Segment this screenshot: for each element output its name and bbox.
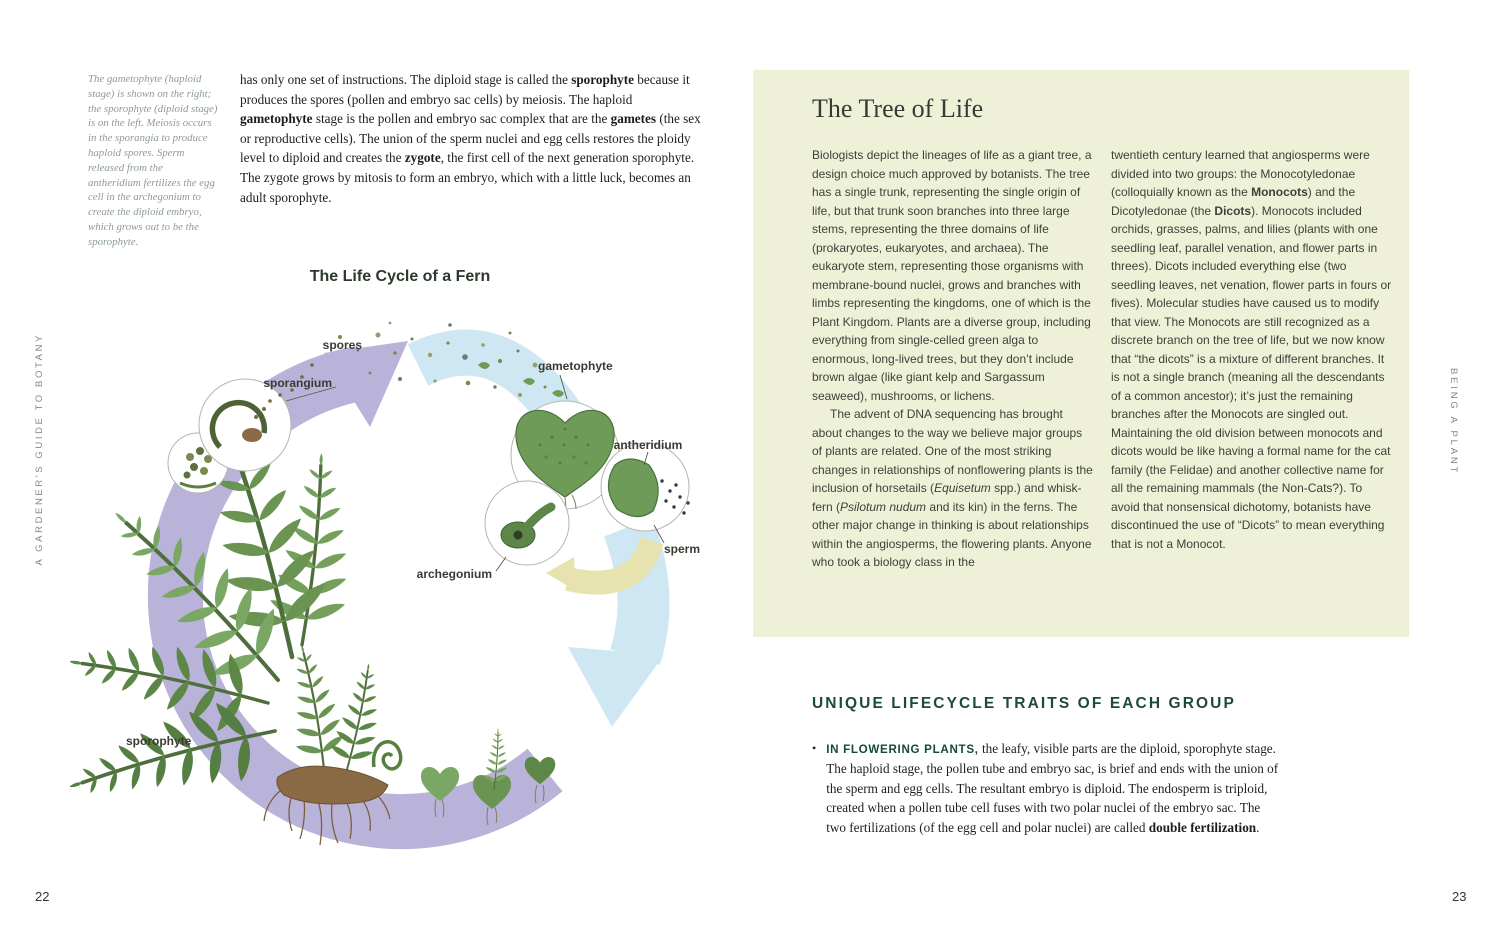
page-number-left: 22 <box>35 889 50 904</box>
diagram-label-gametophyte: gametophyte <box>538 359 613 373</box>
antheridium-detail-circle <box>601 443 690 531</box>
page-number-right: 23 <box>1452 889 1467 904</box>
diagram-label-antheridium: antheridium <box>613 438 683 452</box>
chapter-title-vertical: BEING A PLANT <box>1448 368 1459 476</box>
fern-lifecycle-diagram <box>40 295 720 875</box>
sidebar-title: The Tree of Life <box>812 94 984 123</box>
diagram-label-sporophyte: sporophyte <box>126 734 192 748</box>
diagram-label-archegonium: archegonium <box>416 567 492 581</box>
diagram-label-sporangium: sporangium <box>263 376 332 390</box>
book-title-vertical: A GARDENER'S GUIDE TO BOTANY <box>34 333 45 566</box>
diagram-label-sperm: sperm <box>664 542 701 556</box>
bullet-marker: • <box>812 741 817 755</box>
sidebar-column-1: Biologists depict the lineages of life as a giant tree, a design choice much approved by botanists. The tree has a single trunk, representing the single origin of life, but that trunk soon branches into three large stems, representing the three domains of life (prokaryotes, eukaryotes, and archaea). The eukaryote stem, representing those organisms with membrane-bound nuclei, grows and branches with limbs representing the kingdoms, one of which is the Plant Kingdom. Plants are a diverse group, including everything from single-celled green alga to enormous, long-lived trees, but they don’t include brown algae (like giant kelp and Sargassum seaweed), mushrooms, or lichens. The advent of DNA sequencing has brought about changes to the way we believe major groups of plants are related. One of the most striking changes in relationships of nonflowering plants is the inclusion of horsetails (Equisetum spp.) and whisk-fern (Psilotum nudum and its kin) in the ferns. The other major change in thinking is about relationships within the angiosperms, the flowering plants. Anyone who took a biology class in the <box>812 148 1093 569</box>
tree-of-life-sidebar <box>753 70 1409 637</box>
diagram-title: The Life Cycle of a Fern <box>309 268 491 285</box>
section-heading: UNIQUE LIFECYCLE TRAITS OF EACH GROUP <box>812 695 1236 712</box>
sidebar-column-2: twentieth century learned that angiosperms were divided into two groups: the Monocotyledonae (colloquially known as the Monocots) and the Dicotyledonae (the Dicots). Monocots included orchids, grasses, palms, and lilies (plants with one seedling leaf, parallel venation, and flower parts in threes). Dicots included everything else (two seedling leaves, net venation, flower parts in fours or fives). Molecular studies have caused us to modify that view. The Monocots are still recognized as a discrete branch on the tree of life, but we now know that “the dicots” is a mixture of different branches. It is not a single branch (meaning all the descendants of a common ancestor); it’s just the remaining branches after the Monocots are singled out. Maintaining the old division between monocots and dicots would be like having a formal name for the cat family (the Felidae) and another collective name for all the remaining mammals (the Non-Cats?). To avoid that nonsensical dichotomy, botanists have discontinued the use of “Dicots” to mean everything that is not a Monocot. <box>1111 148 1392 551</box>
diagram-label-spores: spores <box>322 338 362 352</box>
bullet-item-flowering-plants <box>812 739 1282 837</box>
archegonium-detail-circle <box>485 481 569 565</box>
margin-note: The gametophyte (haploid stage) is shown on the right; the sporophyte (diploid stage) is on the left. Meiosis occurs in the sporangia to produce haploid spores. Sperm released from the antheridium fertilizes the egg cell in the archegonium to create the diploid embryo, which grows out to be the sporophyte. <box>88 73 218 248</box>
intro-paragraph: has only one set of instructions. The diploid stage is called the sporophyte because it produces the spores (pollen and embryo sac cells) by meiosis. The haploid gametophyte stage is the pollen and embryo sac complex that are the gametes (the sex or reproductive cells). The union of the sperm nuclei and egg cells restores the ploidy level to diploid and creates the zygote, the first cell of the next generation sporophyte. The zygote grows by mitosis to form an embryo, which with a little luck, becomes an adult sporophyte. <box>240 72 701 205</box>
bullet-text: IN FLOWERING PLANTS, the leafy, visible parts are the diploid, sporophyte stage. The haploid stage, the pollen tube and embryo sac, is brief and ends with the union of the sperm and egg cells. The resultant embryo is diploid. The endosperm is triploid, created when a pollen tube cell fuses with two polar nuclei of the embryo sac. The two fertilizations (of the egg cell and polar nuclei) are called double fertilization. <box>826 741 1279 835</box>
sidebar-columns <box>812 146 1392 572</box>
